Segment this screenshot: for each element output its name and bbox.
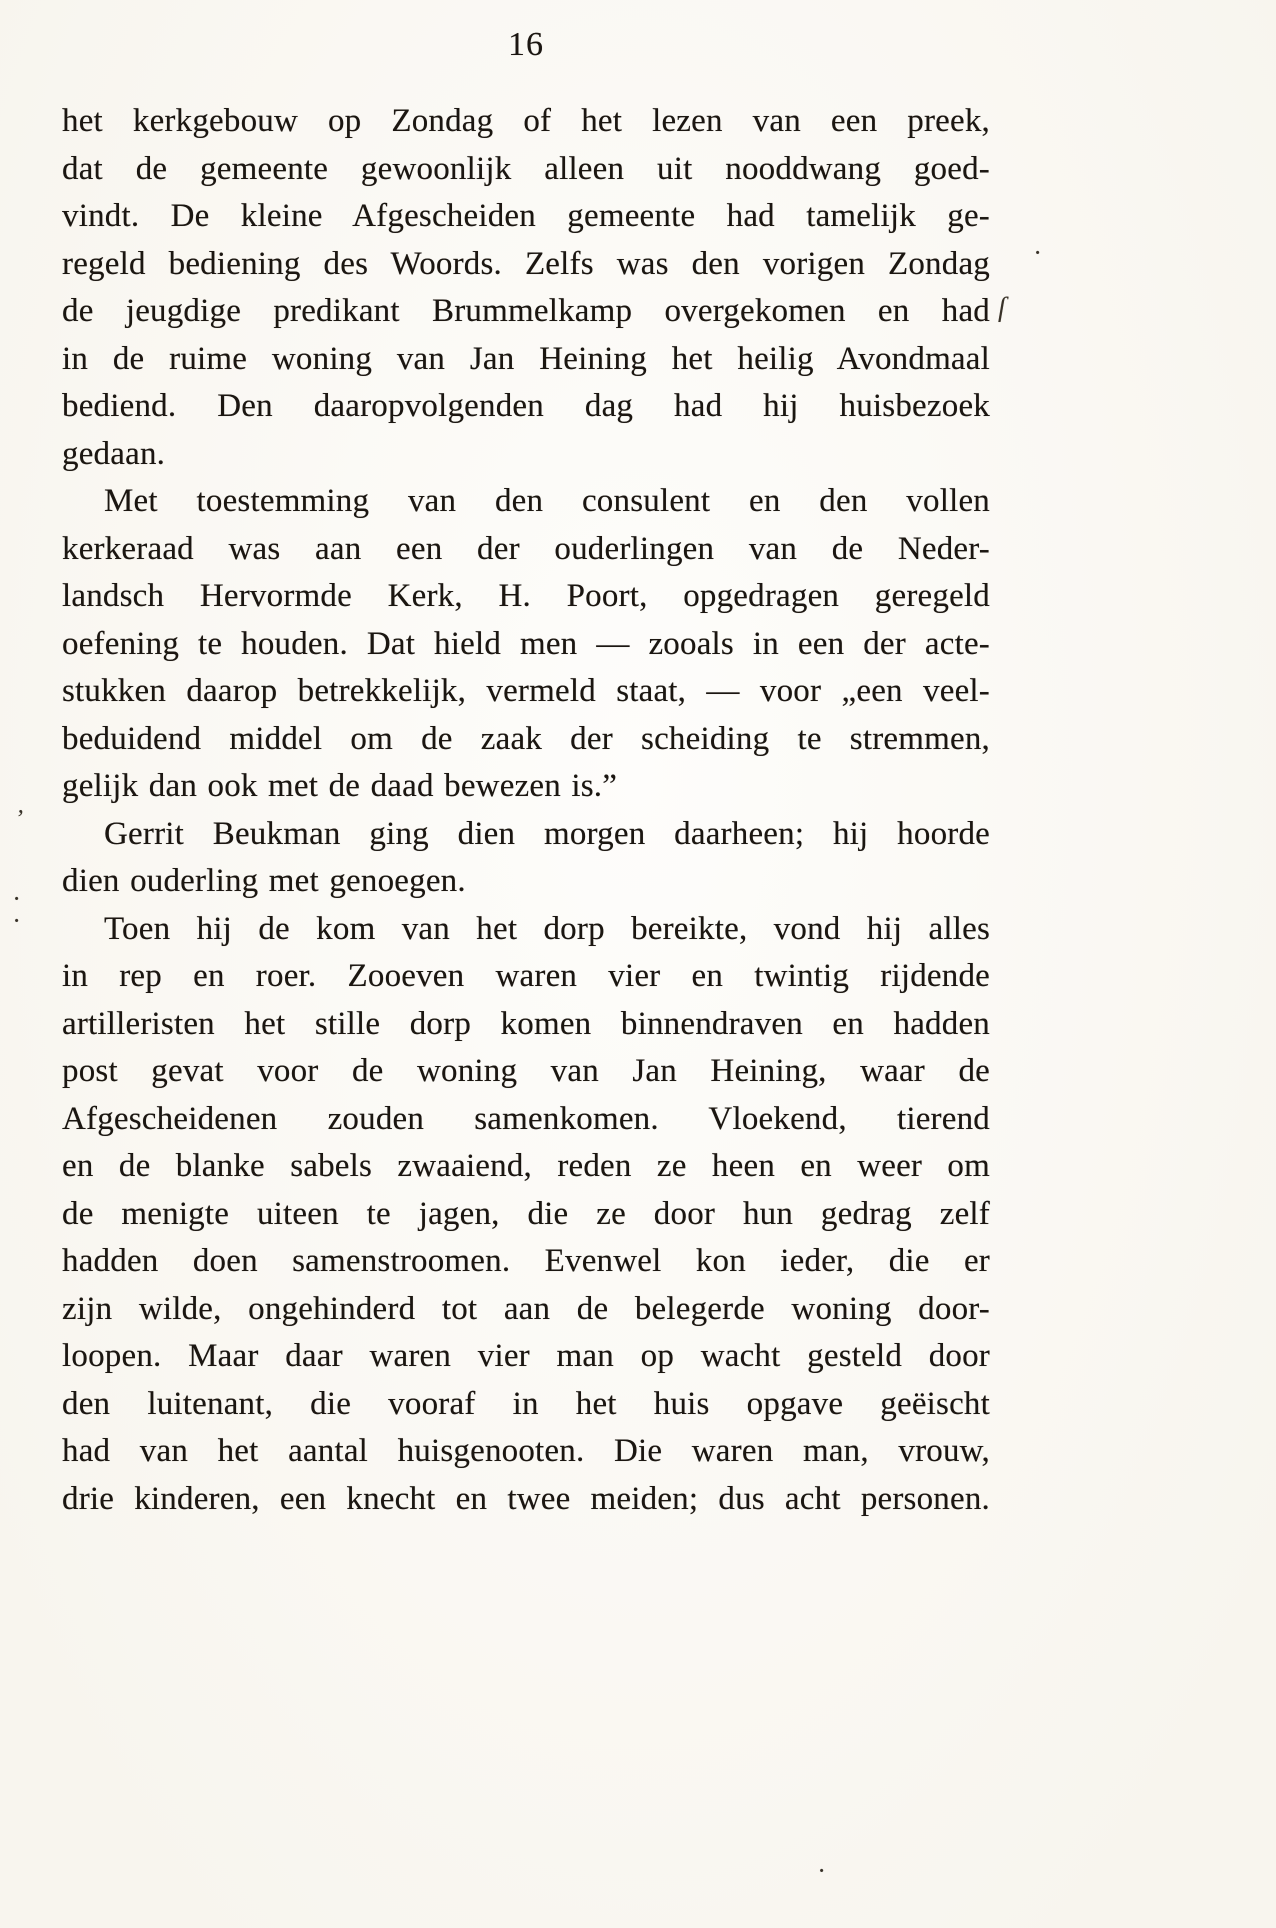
text-line: had van het aantal huisgenooten. Die waren man, vrouw, xyxy=(62,1433,990,1469)
text-line: Toen hij de kom van het dorp bereikte, vond hij alles xyxy=(104,910,990,947)
text-line: dien ouderling met genoegen. xyxy=(62,863,466,899)
page-text xyxy=(62,98,990,1523)
scan-mark-right-squiggle: ſ xyxy=(998,292,1006,322)
text-line: dat de gemeente gewoonlijk alleen uit nooddwang goed- xyxy=(62,150,990,187)
scan-mark-left-apostrophe: ’ xyxy=(15,806,23,832)
text-line: Met toestemming van den consulent en den vollen xyxy=(104,483,990,519)
text-line: regeld bediening des Woords. Zelfs was den vorigen Zondag xyxy=(62,245,990,282)
text-line: en de blanke sabels zwaaiend, reden ze heen en weer om xyxy=(62,1148,990,1184)
text-line: den luitenant, die vooraf in het huis opgave geëischt xyxy=(62,1385,990,1422)
text-line: Gerrit Beukman ging dien morgen daarheen; hij hoorde xyxy=(104,815,990,852)
scan-mark-right-dot: · xyxy=(1034,238,1041,267)
text-line: Afgescheidenen zouden samenkomen. Vloekend, tierend xyxy=(62,1100,990,1137)
text-line: het kerkgebouw op Zondag of het lezen van een preek, xyxy=(62,103,990,139)
text-line: vindt. De kleine Afgescheiden gemeente had tamelijk ge- xyxy=(62,198,990,234)
text-line: loopen. Maar daar waren vier man op wacht gesteld door xyxy=(62,1338,990,1374)
text-line: zijn wilde, ongehinderd tot aan de belegerde woning door- xyxy=(62,1290,990,1327)
page-number: 16 xyxy=(508,26,544,63)
text-line: beduidend middel om de zaak der scheiding te stremmen, xyxy=(62,720,990,757)
text-line: gelijk dan ook met de daad bewezen is.” xyxy=(62,768,618,804)
text-line: drie kinderen, een knecht en twee meiden; dus acht personen. xyxy=(62,1480,990,1517)
text-line: bediend. Den daaropvolgenden dag had hij huisbezoek xyxy=(62,388,990,424)
text-line: oefening te houden. Dat hield men — zooals in een der acte- xyxy=(62,625,990,662)
text-line: post gevat voor de woning van Jan Heining, waar de xyxy=(62,1053,990,1089)
text-line: in de ruime woning van Jan Heining het heilig Avondmaal xyxy=(62,340,990,377)
text-line: kerkeraad was aan een der ouderlingen van de Neder- xyxy=(62,530,990,567)
text-line: in rep en roer. Zooeven waren vier en twintig rijdende xyxy=(62,958,990,994)
text-line: de menigte uiteen te jagen, die ze door hun gedrag zelf xyxy=(62,1195,990,1232)
scan-mark-bottom-dot: · xyxy=(818,1856,825,1885)
text-line: stukken daarop betrekkelijk, vermeld staat, — voor „een veel- xyxy=(62,673,990,709)
text-line: gedaan. xyxy=(62,435,166,472)
text-line: landsch Hervormde Kerk, H. Poort, opgedragen geregeld xyxy=(62,578,990,614)
text-line: de jeugdige predikant Brummelkamp overgekomen en had xyxy=(62,293,990,329)
scan-mark-left-dot: · xyxy=(13,884,20,913)
text-line: hadden doen samenstroomen. Evenwel kon ieder, die er xyxy=(62,1243,990,1279)
scan-mark-left-dot: · xyxy=(13,906,20,935)
text-line: artilleristen het stille dorp komen binnendraven en hadden xyxy=(62,1005,990,1042)
